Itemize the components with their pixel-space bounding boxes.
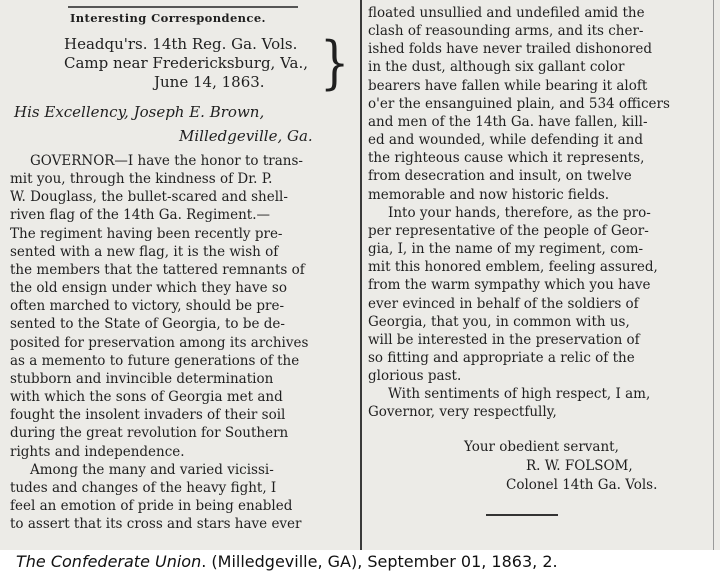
text-line: The regiment having been recently pre-	[10, 225, 283, 242]
publication-name: The Confederate Union	[16, 552, 202, 571]
text-line: so fitting and appropriate a relic of the	[368, 349, 635, 366]
text-line: glorious past.	[368, 368, 462, 385]
text-line: floated unsullied and undefiled amid the	[368, 5, 645, 21]
text-line: tudes and changes of the heavy fight, I	[10, 479, 277, 496]
heading-rule	[68, 6, 298, 8]
addressee-line-2: Milledgeville, Ga.	[179, 127, 313, 145]
text-line: sented to the State of Georgia, to be de-	[10, 316, 285, 333]
text-line: GOVERNOR—I have the honor to trans-	[30, 153, 303, 169]
text-line: to assert that its cross and stars have ever	[10, 516, 302, 533]
dateline-line-2: Camp near Fredericksburg, Va.,	[64, 54, 309, 72]
text-line: gia, I, in the name of my regiment, com-	[368, 241, 644, 258]
right-edge-rule	[713, 0, 714, 550]
addressee	[14, 100, 354, 148]
text-line: Into your hands, therefore, as the pro-	[388, 204, 651, 221]
article-heading: Interesting Correspondence.	[70, 11, 266, 25]
text-line: rights and independence.	[10, 443, 185, 460]
citation-details: . (Milledgeville, GA), September 01, 1863, 2.	[201, 552, 558, 571]
text-line: memorable and now historic fields.	[368, 186, 610, 203]
text-line: the members that the tattered remnants of	[10, 261, 305, 278]
text-line: ished folds have never trailed dishonored	[368, 41, 652, 58]
left-body-text	[10, 152, 356, 533]
text-line: Georgia, that you, in common with us,	[368, 313, 630, 330]
text-line: Governor, very respectfully,	[368, 404, 557, 421]
addressee-line-1: His Excellency, Joseph E. Brown,	[14, 103, 265, 121]
right-body-text	[368, 4, 708, 422]
text-line: from desecration and insult, on twelve	[368, 168, 632, 185]
dateline-line-1: Headqu'rs. 14th Reg. Ga. Vols.	[64, 35, 298, 53]
text-line: Among the many and varied vicissi-	[30, 461, 274, 478]
text-line: in the dust, although six gallant color	[368, 59, 625, 76]
text-line: ever evinced in behalf of the soldiers of	[368, 295, 639, 312]
text-line: from the warm sympathy which you have	[368, 277, 651, 294]
signature-closing: Your obedient servant,	[464, 439, 619, 455]
text-line: will be interested in the preservation of	[368, 331, 640, 348]
text-line: the old ensign under which they have so	[10, 280, 287, 297]
text-line: mit this honored emblem, feeling assured,	[368, 259, 658, 276]
text-line: mit you, through the kindness of Dr. P.	[10, 171, 273, 188]
dateline	[64, 35, 324, 92]
text-line: sented with a new flag, it is the wish of	[10, 243, 279, 260]
text-line: o'er the ensanguined plain, and 534 officers	[368, 95, 670, 112]
right-column	[366, 0, 712, 550]
text-line: the righteous cause which it represents,	[368, 150, 645, 167]
dateline-brace: }	[320, 28, 350, 96]
text-line: riven flag of the 14th Ga. Regiment.—	[10, 207, 270, 224]
text-line: stubborn and invincible determination	[10, 370, 274, 387]
signature-title: Colonel 14th Ga. Vols.	[506, 477, 658, 493]
end-rule	[486, 514, 558, 516]
text-line: often marched to victory, should be pre-	[10, 298, 285, 315]
column-rule	[360, 0, 362, 550]
text-line: ed and wounded, while defending it and	[368, 132, 644, 149]
text-line: as a memento to future generations of the	[10, 352, 300, 369]
source-caption	[16, 552, 558, 571]
text-line: W. Douglass, the bullet-scared and shell-	[10, 189, 288, 206]
text-line: during the great revolution for Southern	[10, 425, 289, 442]
text-line: fought the insolent invaders of their soil	[10, 407, 286, 424]
text-line: With sentiments of high respect, I am,	[388, 386, 651, 403]
text-line: clash of reasounding arms, and its cher-	[368, 23, 644, 40]
text-line: with which the sons of Georgia met and	[10, 389, 283, 406]
signature-name: R. W. FOLSOM,	[526, 458, 633, 474]
text-line: feel an emotion of pride in being enabled	[10, 497, 293, 514]
text-line: bearers have fallen while bearing it aloft	[368, 77, 648, 94]
text-line: per representative of the people of Geor-	[368, 222, 649, 239]
text-line: posited for preservation among its archives	[10, 334, 309, 351]
dateline-line-3: June 14, 1863.	[154, 73, 265, 91]
text-line: and men of the 14th Ga. have fallen, kill-	[368, 113, 648, 130]
left-column	[8, 0, 358, 550]
